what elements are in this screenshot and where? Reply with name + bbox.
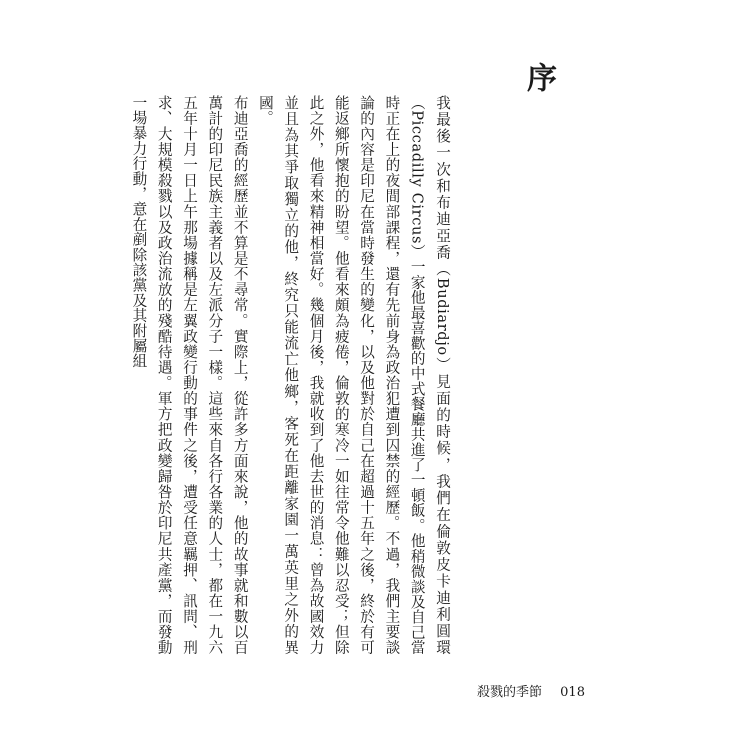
chapter-title: 序	[521, 62, 556, 92]
paragraph-1: 我最後一次和布迪亞喬（Budiardjo）見面的時候，我們在倫敦皮卡迪利圓環（Piccadilly Circus）一家他最喜歡的中式餐廳共進了一頓飯。他稍微談及自己當時正在上的夜間部課程，還有先前身為政治犯遭到囚禁的經歷。不過，我們主要談論的內容是印尼在當時發生的變化，以及他對於自己在超過十五年之後，終於有可能返鄉所懷抱的盼望。他看來頗為疲倦，倫敦的寒冷一如往常令他難以忍受；但除此之外，他看來精神相當好。幾個月後，我就收到了他去世的消息：曾為故國效力並且為其爭取獨立的他，終究只能流亡他鄉，客死在距離家園一萬英里之外的異國。	[256, 95, 451, 655]
footer-book-title: 殺戮的季節	[477, 685, 543, 700]
body-text	[130, 95, 455, 655]
page-number: 018	[560, 685, 585, 700]
page-footer	[477, 685, 585, 701]
paragraph-2: 布迪亞喬的經歷並不算是不尋常。實際上，從許多方面來說，他的故事就和數以百萬計的印尼民族主義者以及左派分子一樣。這些來自各行各業的人士，都在一九六五年十月一日上午那場據稱是左翼政變行動的事件之後，遭受任意羈押、訊問、刑求、大規模殺戮以及政治流放的殘酷待遇。軍方把政變歸咎於印尼共產黨，而發動一場暴力行動，意在剷除該黨及其附屬組	[130, 95, 249, 655]
